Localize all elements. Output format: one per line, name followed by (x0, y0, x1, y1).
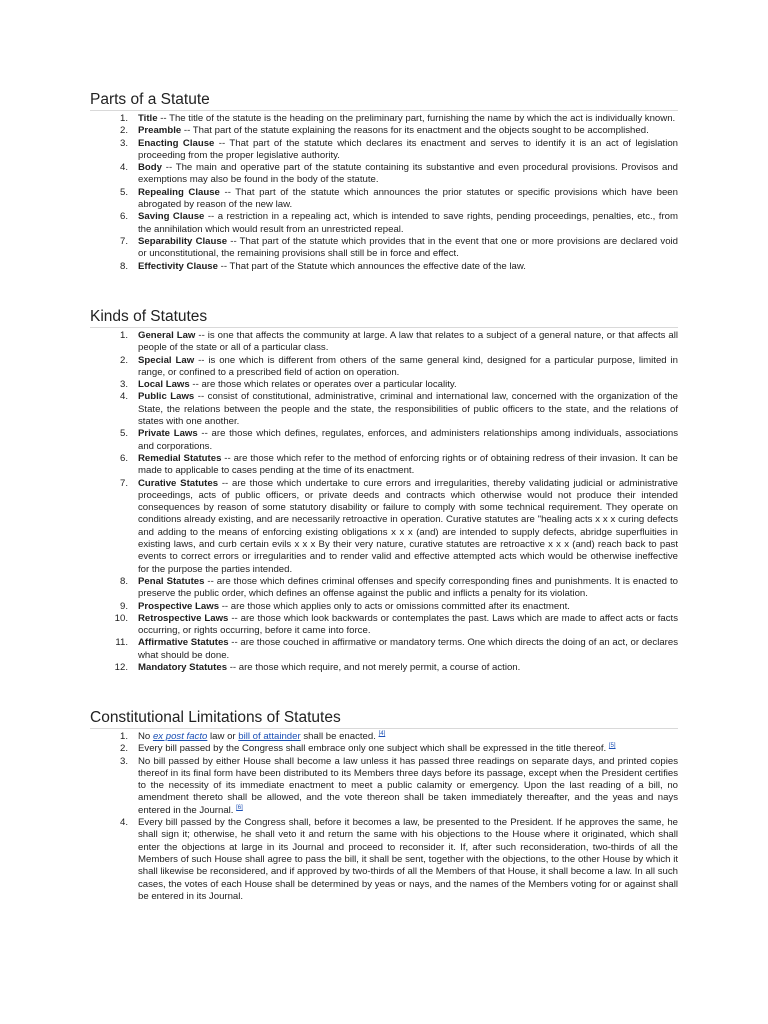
item-term: Retrospective Laws (138, 612, 229, 624)
item-number: 7. (119, 235, 128, 247)
item-term: Local Laws (138, 379, 190, 391)
item-number: 5. (119, 428, 128, 440)
list-item (90, 379, 678, 391)
item-definition: -- consist of constitutional, administrative, criminal and international law, concerned with the organization of the State, the relations between the people and the state, the responsibilities of public officers to the state, and the relations of states with one another. (138, 391, 679, 428)
item-definition: -- are those which defines criminal offenses and specify corresponding fines and punishments. It is enacted to preserve the public order, which defines an offense against the public and inflicts a penalty for its violation. (138, 575, 678, 600)
list-item (90, 731, 678, 743)
item-definition: -- are those which undertake to cure errors and irregularities, thereby validating judicial or administrative proceedings, acts of public officers, or private deeds and contracts which otherwise would not produce their intended consequences by reason of some statutory disability or failure to comply with some technical requirement. They operate on conditions already existing, and are necessarily retroactive in operation. Curative statutes are "healing acts x x x curing defects and adding to the means of enforcing existing obligations x x x (and) are intended to supply defects, abridge superfluities in existing laws, and curb certain evils x x x By their very nature, curative statutes are retroactive x x x (and) reach back to past events to correct errors or irregularities and to render valid and effective attempted acts which would be otherwise ineffective for the purpose the parties intended. (138, 477, 678, 575)
list-item (90, 138, 678, 163)
item-definition: -- That part of the statute which provides that in the event that one or more provisions are declared void or unconstitutional, the remaining provisions shall still be in force and effect. (138, 235, 678, 260)
section-title: Constitutional Limitations of Statutes (90, 708, 678, 729)
list-item (90, 187, 678, 212)
item-term: Special Law (138, 354, 195, 366)
list-item (90, 113, 678, 125)
item-term: Penal Statutes (138, 575, 205, 587)
item-term: Body (138, 162, 162, 174)
item-term: Enacting Clause (138, 137, 215, 149)
list-item (90, 743, 678, 755)
item-term: General Law (138, 330, 196, 341)
item-definition: -- That part of the statute which announces the prior statutes or specific provisions which have been abrogated by reason of the new law. (138, 186, 678, 211)
item-term: Title (138, 113, 158, 124)
section-parts-of-a-statute (90, 90, 678, 273)
list-item (90, 125, 678, 137)
parts-list (90, 113, 678, 273)
item-number: 8. (119, 260, 128, 272)
list-item (90, 261, 678, 273)
list-item (90, 428, 678, 453)
item-text: law or (207, 731, 239, 742)
term-link[interactable]: ex post facto (152, 731, 208, 742)
item-term: Repealing Clause (138, 186, 220, 198)
item-definition: -- are those couched in affirmative or mandatory terms. One which directs the doing of an act, or declares what should be done. (138, 637, 678, 661)
item-number: 1. (119, 330, 128, 341)
list-item (90, 162, 678, 187)
item-number: 2. (119, 743, 128, 755)
section-constitutional-limitations (90, 708, 678, 903)
item-number: 1. (119, 731, 128, 742)
item-number: 3. (119, 379, 128, 391)
section-title: Kinds of Statutes (90, 307, 678, 328)
list-item (90, 453, 678, 478)
item-number: 3. (119, 755, 128, 767)
item-term: Saving Clause (138, 211, 205, 223)
item-term: Private Laws (138, 428, 198, 440)
footnote-ref-link[interactable]: [5] (608, 743, 616, 750)
item-term: Public Laws (138, 391, 195, 403)
list-item (90, 662, 678, 674)
item-definition: -- is one that affects the community at large. A law that relates to a subject of a general nature, or that affects all people of the state or all of a particular class. (138, 330, 679, 354)
item-term: Separability Clause (138, 235, 228, 247)
list-item (90, 601, 678, 613)
item-number: 10. (114, 612, 128, 624)
list-item (90, 817, 678, 903)
list-item (90, 391, 678, 428)
item-number: 2. (119, 125, 128, 137)
item-definition: -- That part of the statute which declares its enactment and serves to identify it is an act of legislation proceeding from the proper legislative authority. (138, 137, 678, 161)
list-item (90, 756, 678, 817)
item-definition: -- are those which refer to the method of enforcing rights or of obtaining redress of their invasion. It can be made to applicable to cases pending at the time of its enactment. (138, 452, 678, 477)
item-number: 1. (119, 113, 128, 124)
kinds-list (90, 330, 678, 674)
item-text: shall be enacted. (300, 731, 379, 742)
item-term: Preamble (138, 125, 182, 137)
item-definition: -- a restriction in a repealing act, which is intended to save rights, pending proceedings, penalties, etc., from the annihilation which would result from an unrestricted repeal. (138, 211, 678, 235)
list-item (90, 613, 678, 638)
item-definition: -- are those which look backwards or contemplates the past. Laws which are made to affect acts or facts occurring, or rights occurring, before it came into force. (138, 612, 678, 637)
item-definition: -- The title of the statute is the heading on the preliminary part, furnishing the name by which the act is individually known. (157, 113, 676, 124)
item-text: No (138, 731, 153, 742)
item-number: 9. (119, 600, 128, 612)
item-number: 6. (119, 211, 128, 223)
item-definition: -- That part of the Statute which announces the effective date of the law. (217, 260, 526, 272)
section-kinds-of-statutes (90, 307, 678, 674)
item-number: 3. (119, 137, 128, 149)
item-number: 5. (119, 186, 128, 198)
item-definition: -- are those which require, and not merely permit, a course of action. (227, 662, 521, 674)
item-number: 4. (119, 391, 128, 403)
item-number: 6. (119, 452, 128, 464)
item-definition: -- are those which relates or operates over a particular locality. (189, 379, 457, 391)
item-term: Prospective Laws (138, 600, 220, 612)
section-title: Parts of a Statute (90, 90, 678, 111)
footnote-ref-link[interactable]: [6] (236, 804, 243, 811)
item-term: Affirmative Statutes (138, 637, 229, 649)
item-text: No bill passed by either House shall become a law unless it has passed three readings on separate days, and printed copies thereof in its final form have been distributed to its Members three days before its passage, except when the President certifies to the necessity of its immediate enactment to meet a public calamity or emergency. Upon the last reading of a bill, no amendment thereto shall be allowed, and the vote thereon shall be taken immediately thereafter, and the yeas and nays entered in the Journal. (138, 755, 678, 816)
item-number: 8. (119, 575, 128, 587)
list-item (90, 478, 678, 576)
limitations-list (90, 731, 678, 903)
item-number: 2. (119, 354, 128, 366)
list-item (90, 236, 678, 261)
footnote-ref-link[interactable]: [4] (378, 731, 386, 737)
list-item (90, 211, 678, 236)
item-text: Every bill passed by the Congress shall embrace only one subject which shall be expressed in the title thereof. (138, 743, 609, 755)
item-number: 11. (115, 637, 128, 649)
item-definition: -- The main and operative part of the statute containing its substantive and even procedural provisions. Provisos and exemptions may also be found in the body of the statute. (138, 162, 678, 186)
item-text: Every bill passed by the Congress shall, before it becomes a law, be presented to the President. If he approves the same, he shall sign it; otherwise, he shall veto it and return the same with his objections to the House where it originated, which shall enter the objections at large in its Journal and proceed to reconsider it. If, after such reconsideration, two-thirds of all the Members of such House shall agree to pass the bill, it shall be sent, together with the objections, to the other House by which it shall likewise be reconsidered, and if approved by two-thirds of all the Members of that House, it shall become a law. In all such cases, the votes of each House shall be determined by yeas or nays, and the names of the Members voting for or against shall be entered in its Journal. (138, 817, 678, 902)
item-number: 4. (119, 817, 128, 829)
list-item (90, 355, 678, 380)
list-item (90, 637, 678, 662)
item-number: 7. (119, 477, 128, 489)
term-link[interactable]: bill of attainder (238, 731, 301, 742)
item-definition: -- are those which defines, regulates, enforces, and administers relationships among individuals, associations and corporations. (138, 428, 678, 452)
list-item (90, 576, 678, 601)
item-term: Curative Statutes (138, 477, 219, 489)
item-definition: -- is one which is different from others of the same general kind, designed for a particular purpose, limited in range, or confined to a prescribed field of action on operation. (138, 354, 678, 378)
item-term: Effectivity Clause (138, 260, 218, 272)
item-definition: -- That part of the statute explaining the reasons for its enactment and the objects sought to be accomplished. (181, 125, 649, 137)
item-number: 4. (119, 162, 128, 174)
item-number: 12. (114, 662, 128, 674)
item-term: Mandatory Statutes (138, 662, 228, 674)
item-definition: -- are those which applies only to acts or omissions committed after its enactment. (219, 600, 570, 612)
item-term: Remedial Statutes (138, 452, 222, 464)
list-item (90, 330, 678, 355)
